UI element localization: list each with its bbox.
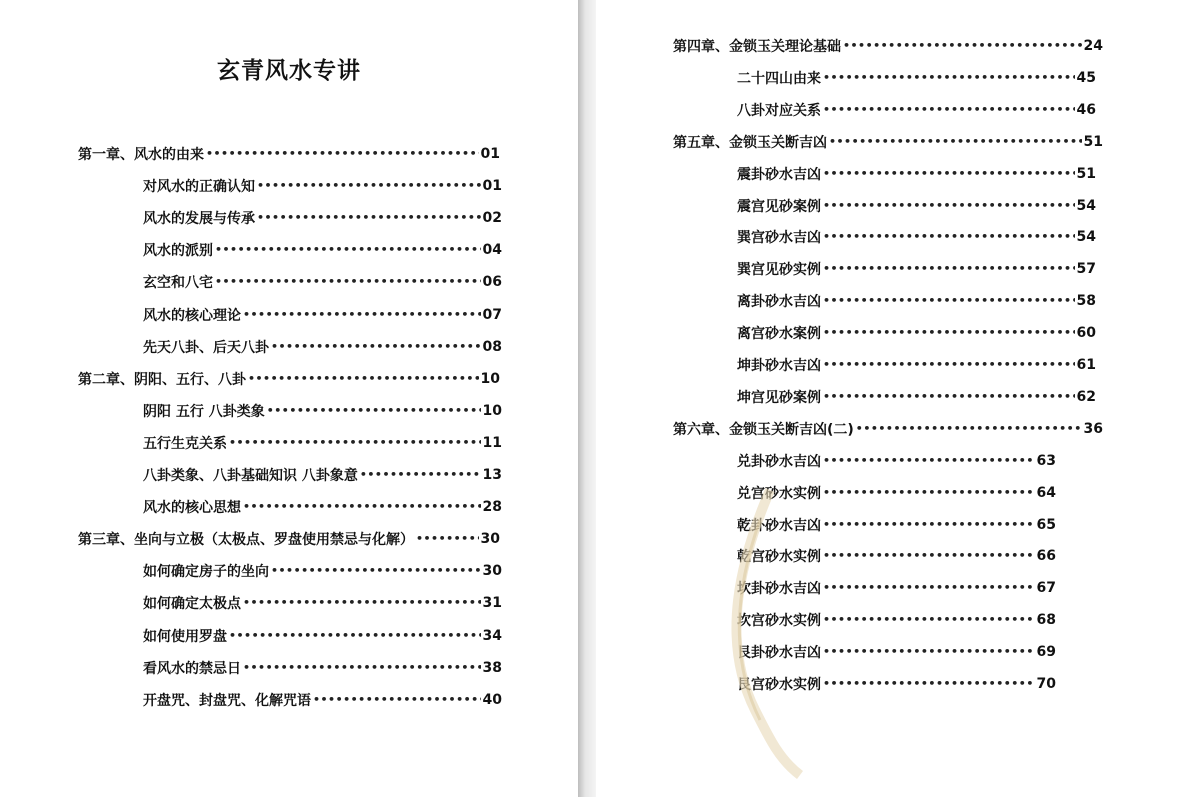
toc-entry-label: 二十四山由来 <box>737 70 821 87</box>
toc-entry-label: 八卦类象、八卦基础知识 八卦象意 <box>143 468 358 484</box>
toc-entry-label: 巽宫砂水吉凶 <box>737 230 821 247</box>
toc-dot-leader <box>229 625 481 647</box>
toc-page-number: 63 <box>1036 452 1056 469</box>
toc-entry-label: 玄空和八宅 <box>143 275 213 292</box>
toc-dot-leader <box>243 496 481 518</box>
toc-section-entry[interactable] <box>143 336 502 358</box>
toc-page-number: 69 <box>1036 644 1056 661</box>
toc-dot-leader <box>243 657 481 679</box>
toc-entry-label: 坤宫见砂案例 <box>737 389 821 406</box>
toc-page-number: 30 <box>480 531 500 548</box>
toc-page-number: 70 <box>1036 676 1056 692</box>
toc-entry-label: 离宫砂水案例 <box>737 326 821 343</box>
toc-page-number: 68 <box>1036 612 1056 629</box>
toc-page-number: 67 <box>1036 580 1056 597</box>
toc-page-number: 51 <box>1076 165 1096 182</box>
toc-section-entry[interactable] <box>737 450 1056 472</box>
toc-section-entry[interactable] <box>737 99 1096 121</box>
toc-section-entry[interactable] <box>143 657 502 679</box>
toc-dot-leader <box>856 418 1082 440</box>
toc-page-number: 01 <box>482 178 502 195</box>
toc-dot-leader <box>823 609 1035 631</box>
toc-section-entry[interactable] <box>143 625 502 647</box>
toc-page-number: 62 <box>1076 388 1096 405</box>
toc-chapter-entry[interactable] <box>673 131 1103 153</box>
toc-entry-label: 第四章、金锁玉关理论基础 <box>673 39 841 55</box>
toc-entry-label: 八卦对应关系 <box>737 102 821 119</box>
toc-section-entry[interactable] <box>737 322 1096 344</box>
toc-dot-leader <box>206 143 479 165</box>
toc-dot-leader <box>416 528 479 550</box>
toc-entry-label: 阴阳 五行 八卦类象 <box>143 403 265 420</box>
toc-entry-label: 第一章、风水的由来 <box>78 147 204 163</box>
toc-page-number: 65 <box>1036 516 1056 533</box>
toc-page-number: 54 <box>1076 197 1096 214</box>
toc-section-entry[interactable] <box>143 400 502 422</box>
toc-entry-label: 坎宫砂水实例 <box>737 613 821 630</box>
toc-entry-label: 风水的核心思想 <box>143 500 241 517</box>
toc-page-number: 34 <box>482 627 502 644</box>
page-title: 玄青风水专讲 <box>217 58 361 84</box>
toc-section-entry[interactable] <box>143 592 502 614</box>
toc-entry-label: 第六章、金锁玉关断吉凶(二) <box>673 421 854 438</box>
toc-dot-leader <box>823 67 1075 89</box>
toc-section-entry[interactable] <box>737 609 1056 631</box>
toc-section-entry[interactable] <box>737 673 1056 695</box>
toc-dot-leader <box>823 514 1035 536</box>
toc-dot-leader <box>823 577 1035 599</box>
toc-page-number: 11 <box>482 434 502 451</box>
toc-dot-leader <box>823 482 1035 504</box>
toc-entry-label: 第五章、金锁玉关断吉凶 <box>673 134 827 151</box>
toc-page-number: 36 <box>1083 420 1103 437</box>
toc-page-number: 51 <box>1083 133 1103 150</box>
toc-dot-leader <box>843 35 1082 57</box>
toc-dot-leader <box>823 673 1035 695</box>
toc-dot-leader <box>248 368 479 390</box>
toc-section-entry[interactable] <box>143 432 502 454</box>
toc-chapter-entry[interactable] <box>673 35 1103 57</box>
toc-dot-leader <box>823 99 1075 121</box>
toc-entry-label: 艮宫砂水实例 <box>737 677 821 693</box>
toc-entry-label: 先天八卦、后天八卦 <box>143 339 269 356</box>
toc-section-entry[interactable] <box>143 175 502 197</box>
toc-chapter-entry[interactable] <box>673 418 1103 440</box>
toc-page-number: 38 <box>482 659 502 676</box>
toc-page-number: 30 <box>482 563 502 580</box>
toc-dot-leader <box>823 450 1035 472</box>
toc-section-entry[interactable] <box>143 560 502 582</box>
toc-dot-leader <box>823 163 1075 185</box>
toc-entry-label: 乾卦砂水吉凶 <box>737 517 821 534</box>
toc-entry-label: 震卦砂水吉凶 <box>737 166 821 183</box>
toc-section-entry[interactable] <box>143 496 502 518</box>
toc-page-number: 02 <box>482 210 502 227</box>
toc-dot-leader <box>243 304 481 326</box>
toc-page-number: 66 <box>1036 548 1056 565</box>
toc-dot-leader <box>257 207 481 229</box>
toc-page-number: 28 <box>482 499 502 516</box>
toc-dot-leader <box>823 226 1075 248</box>
toc-dot-leader <box>271 560 481 582</box>
toc-section-entry[interactable] <box>737 482 1056 504</box>
toc-chapter-entry[interactable] <box>78 528 500 550</box>
toc-dot-leader <box>823 545 1035 567</box>
toc-entry-label: 第二章、阴阳、五行、八卦 <box>78 371 246 388</box>
toc-page-number: 46 <box>1076 101 1096 118</box>
toc-section-entry[interactable] <box>737 67 1096 89</box>
toc-entry-label: 风水的发展与传承 <box>143 211 255 228</box>
toc-entry-label: 风水的派别 <box>143 243 213 260</box>
toc-entry-label: 对风水的正确认知 <box>143 179 255 196</box>
right-page <box>596 0 1188 797</box>
toc-entry-label: 风水的核心理论 <box>143 307 241 324</box>
toc-dot-leader <box>829 131 1082 153</box>
toc-page-number: 08 <box>482 338 502 355</box>
toc-page-number: 10 <box>482 402 502 419</box>
toc-entry-label: 震宫见砂案例 <box>737 198 821 215</box>
toc-entry-label: 看风水的禁忌日 <box>143 660 241 677</box>
toc-page-number: 64 <box>1036 484 1056 501</box>
toc-entry-label: 兑宫砂水实例 <box>737 485 821 502</box>
toc-dot-leader <box>823 641 1035 663</box>
toc-dot-leader <box>267 400 481 422</box>
toc-page-number: 01 <box>480 146 500 162</box>
toc-section-entry[interactable] <box>143 239 502 261</box>
toc-chapter-entry[interactable] <box>78 368 500 390</box>
toc-dot-leader <box>313 689 481 711</box>
left-page <box>0 0 578 797</box>
toc-entry-label: 第三章、坐向与立极（太极点、罗盘使用禁忌与化解） <box>78 532 414 549</box>
toc-dot-leader <box>243 592 481 614</box>
toc-page-number: 31 <box>482 595 502 612</box>
toc-dot-leader <box>823 386 1075 408</box>
toc-section-entry[interactable] <box>737 163 1096 185</box>
toc-section-entry[interactable] <box>143 689 502 711</box>
toc-dot-leader <box>823 354 1075 376</box>
toc-page-number: 10 <box>480 370 500 387</box>
toc-entry-label: 如何确定房子的坐向 <box>143 564 269 581</box>
toc-entry-label: 坎卦砂水吉凶 <box>737 581 821 598</box>
toc-section-entry[interactable] <box>737 226 1096 248</box>
toc-page-number: 13 <box>482 467 502 483</box>
toc-dot-leader <box>257 175 481 197</box>
page-gutter <box>578 0 596 797</box>
toc-page-number: 58 <box>1076 293 1096 310</box>
toc-section-entry[interactable] <box>737 641 1056 663</box>
toc-dot-leader <box>215 271 481 293</box>
toc-section-entry[interactable] <box>737 195 1096 217</box>
toc-entry-label: 巽宫见砂实例 <box>737 262 821 279</box>
toc-page-number: 60 <box>1076 325 1096 342</box>
toc-page-number: 06 <box>482 274 502 291</box>
toc-section-entry[interactable] <box>737 514 1056 536</box>
toc-page-number: 45 <box>1076 69 1096 86</box>
toc-entry-label: 如何确定太极点 <box>143 596 241 613</box>
toc-entry-label: 艮卦砂水吉凶 <box>737 645 821 662</box>
toc-dot-leader <box>823 290 1075 312</box>
toc-page-number: 07 <box>482 306 502 323</box>
toc-section-entry[interactable] <box>143 207 502 229</box>
toc-section-entry[interactable] <box>143 271 502 293</box>
toc-section-entry[interactable] <box>737 354 1096 376</box>
toc-section-entry[interactable] <box>737 545 1056 567</box>
toc-dot-leader <box>271 336 481 358</box>
toc-page-number: 24 <box>1083 38 1103 54</box>
toc-entry-label: 兑卦砂水吉凶 <box>737 453 821 470</box>
toc-dot-leader <box>215 239 481 261</box>
toc-entry-label: 如何使用罗盘 <box>143 628 227 645</box>
toc-dot-leader <box>823 258 1075 280</box>
toc-dot-leader <box>823 195 1075 217</box>
toc-section-entry[interactable] <box>737 290 1096 312</box>
toc-chapter-entry[interactable] <box>78 143 500 165</box>
toc-entry-label: 坤卦砂水吉凶 <box>737 358 821 374</box>
toc-page-number: 54 <box>1076 229 1096 246</box>
toc-section-entry[interactable] <box>737 577 1056 599</box>
toc-dot-leader <box>360 464 481 486</box>
toc-section-entry[interactable] <box>143 464 502 486</box>
toc-dot-leader <box>229 432 481 454</box>
toc-page-number: 57 <box>1076 261 1096 278</box>
toc-dot-leader <box>823 322 1075 344</box>
toc-entry-label: 离卦砂水吉凶 <box>737 294 821 311</box>
toc-page-number: 40 <box>482 691 502 708</box>
toc-section-entry[interactable] <box>143 304 502 326</box>
toc-entry-label: 开盘咒、封盘咒、化解咒语 <box>143 692 311 709</box>
toc-section-entry[interactable] <box>737 258 1096 280</box>
toc-page-number: 61 <box>1076 357 1096 373</box>
toc-entry-label: 乾宫砂水实例 <box>737 549 821 566</box>
toc-section-entry[interactable] <box>737 386 1096 408</box>
toc-page-number: 04 <box>482 242 502 259</box>
toc-entry-label: 五行生克关系 <box>143 435 227 452</box>
